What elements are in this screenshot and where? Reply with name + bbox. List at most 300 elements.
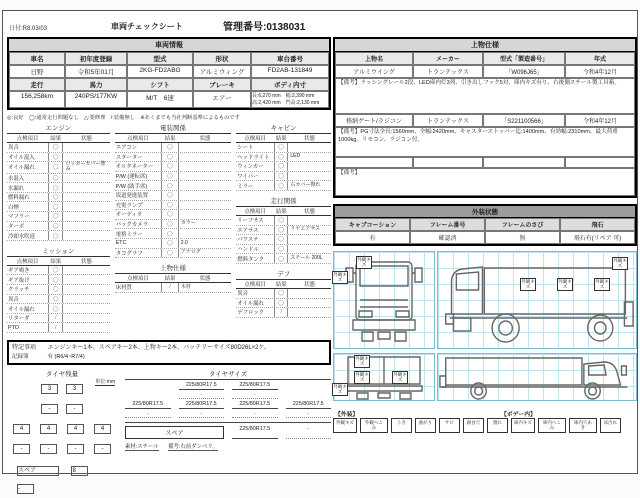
exterior-condition-table [333,204,637,246]
check-item-label: P/W (運転席) [115,174,148,181]
exterior-header-cell: 飛石 [560,218,635,231]
checklist-electrical [115,123,232,258]
legend-box: サビ [439,418,460,433]
check-result: ◯ [48,202,63,211]
checklist-row [7,266,110,276]
check-result: ◯ [274,162,288,171]
vehicle-info-header-cell: 車台番号 [251,52,329,65]
check-result: ◯ [274,181,288,190]
check-result: ◯ [274,226,288,235]
check-result: ◯ [48,143,63,152]
spare-size-sub: - [286,426,332,439]
gate-model: 「S221100566」 [483,114,565,127]
check-note: スチール 200L [290,255,323,262]
checklist-row [7,275,110,285]
checklist-mission [7,246,110,333]
body-spec-row-1 [335,65,635,78]
body-spec-title: 上物仕様 [335,39,635,52]
tire-section [7,369,331,498]
check-item-label: オルタネーター [115,164,154,171]
checklist-rows [7,143,110,241]
check-item-label: オイル混入 [8,154,35,161]
tire-size-sub: - [232,392,278,399]
checklist-row [236,299,331,309]
check-result: ◯ [48,162,63,173]
check-note: アナログ [180,249,201,256]
check-result: ◯ [274,235,288,244]
tire-size-sub: - [286,411,332,418]
check-note: リヤエアサス [290,226,321,233]
checklist-column-2 [115,123,232,338]
tread-value-box: 4 [67,424,84,434]
checklist-row [115,191,232,201]
spare-tread-value: 8 [71,466,88,476]
tread-rear-row [7,420,117,438]
check-item-label: ターボ [8,223,25,230]
checklist-body-small [115,263,232,293]
right-panel [333,37,637,433]
vehicle-info-header-cell: 型式 [127,52,193,65]
check-note: ロッカーカバー滲み [65,161,106,173]
check-item-label: 電格ミラー [115,231,143,238]
check-sheet-page [2,10,638,493]
checklist-row [236,216,331,226]
check-result: ◯ [274,299,288,308]
check-result: ◯ [161,201,178,210]
checklist-row [115,201,232,211]
exterior-value-cell: 無 [485,231,560,244]
tread-value-box: 4 [40,424,57,434]
diagram-rear-view [333,353,435,401]
tread-spare-row [7,462,117,498]
exterior-value-row [335,231,635,244]
checklist-columns [7,123,331,338]
vehicle-info-header-cell: 走行 [9,78,65,91]
checklist-row [236,226,331,236]
checklist-rows [236,289,331,318]
checklist-row [7,285,110,295]
checklist-row [236,153,331,163]
checklist-row [7,174,110,184]
check-item-label: 異音 [8,296,19,303]
check-item-label: マフラー [8,214,30,221]
check-item-label: エアサス [237,227,259,234]
spare-size-value: 225/80R17.5 [232,426,278,439]
result-legend: ◎:良好 ◯:通常走行問題なし △:要修理 /:装備無し ※あくまでも当社判断基準によるものです [7,115,241,121]
tread-value-box: 3 [66,384,83,394]
checklist-row [115,249,232,259]
checklist-row [7,202,110,212]
truck-rear-drawing [334,354,434,400]
legend-box: 曲がり [415,418,436,433]
exterior-header-row [335,218,635,231]
col-item-header: 点検項目 [16,136,39,142]
check-note: カラー [180,220,196,227]
check-result: ◯ [48,193,63,202]
body-year: 令和4年12月 [565,65,635,78]
checklist-title: エンジン [45,125,72,132]
checklist-row [7,231,110,241]
check-result: ◯ [161,249,178,258]
diagram-front-view [333,251,435,349]
check-result: ◯ [161,229,178,238]
check-item-label: ハンドル [237,247,259,254]
legend-box: 外観ヘこみ [360,418,388,433]
checklist-row [7,304,110,314]
vehicle-info-header-cell: 車名 [9,52,65,65]
checklist-row [7,162,110,174]
checklist-rows [236,216,331,264]
tire-size-front-sub-row [125,392,331,399]
legend-interior-label: 【ボデー内】 [501,412,536,418]
vehicle-info-table [7,37,331,110]
check-item-label: ギア抜け [8,277,30,284]
check-item-label: 充電ランプ [115,202,143,209]
check-result: ◯ [274,289,288,298]
checklist-row [236,172,331,182]
check-result: / [48,314,63,323]
check-item-label: バックカメラ [115,222,149,229]
tire-remark: 備考:右前ダンベリ。 [168,444,218,451]
damage-diagram [333,251,637,403]
tire-material: 素材:スチール [125,444,159,451]
tread-value-box: - [94,444,111,454]
check-result: ◯ [48,183,63,192]
left-panel [7,37,331,498]
checklist-rows [7,266,110,333]
checklist-column-3 [236,123,331,338]
tread-front-sub-row [7,400,117,418]
check-item-label: ウィンカー [237,164,264,171]
tire-size-sub: - [179,411,225,418]
body-spec-remark-1: 【備考】ラッシングレール2段、LED庫内灯3列、引き出しフック5対、庫内キズ有り、右後側スチール製工具箱。 [335,78,635,114]
checklist-diff [236,269,331,318]
spare-label-box: スペア [17,466,59,476]
body-spec-row-2 [335,114,635,127]
check-result: ◯ [274,245,288,254]
vehicle-info-value-cell: 2KG-FD2ABG [127,65,193,78]
special-notes-label: 特記事項 [12,345,37,351]
check-result: ◯ [48,174,63,183]
checklist-row [236,245,331,255]
checklist-header-row [7,133,110,143]
check-item-label: ミラー [237,183,254,190]
vehicle-info-title: 車両情報 [9,39,329,52]
checklist-row [236,308,331,318]
legend-box: 腐食穴 [463,418,484,433]
check-result: ◯ [48,275,63,284]
col-state-header: 状態 [81,136,92,142]
check-item-label: ワイパー [237,174,259,181]
tread-value-box: - [67,444,84,454]
check-item-label: リーフサス [237,218,264,225]
check-item-label: 坂道発進装置 [115,193,149,200]
checklist-row [115,220,232,230]
record-book-line [12,353,326,361]
record-book-label: 記録簿 [12,354,29,360]
check-result: ◯ [48,212,63,221]
vehicle-info-header-row1 [9,52,329,65]
body-model: 「W096J65」 [483,65,565,78]
check-result: ◯ [48,295,63,304]
checklist-header-row: 点検項目 結果 状態 [236,133,331,143]
check-item-label: スターター [115,154,143,161]
check-result: ◯ [161,162,178,171]
check-result: ◯ [161,172,178,181]
body-spec-header-cell: 年式 [565,52,635,65]
vehicle-info-value-cell: FD2AB-131849 [251,65,329,78]
tire-size-spare-row [125,422,331,439]
check-item-label: 冷却水吹返 [8,233,35,240]
legend-box: 庫内ヘこみ [538,418,566,433]
check-result: ◯ [48,222,63,231]
checklist-row [7,314,110,324]
damage-marker: 外観キズ [393,372,407,383]
tread-value-box: 4 [94,424,111,434]
checklist-row [115,239,232,249]
legend-exterior-label: 【外装】 [335,412,359,418]
check-result: ◯ [161,143,178,152]
check-note: 右カバー擦れ [290,182,321,189]
body-spec-header-cell: 上物名 [335,52,413,65]
vehicle-info-header-cell: 形状 [193,52,251,65]
vehicle-info-header-cell: 馬力 [65,78,127,91]
tread-value-box: - [13,444,30,454]
diagram-left-side-view [437,353,637,401]
gate-name: 格納ゲート/ラジコン [335,114,413,127]
damage-marker: 外観キズ [355,372,369,383]
date-label: 日付:R8.03/03 [9,26,48,32]
check-item-label: 白煙 [8,204,19,211]
body-spec-row-3 [335,157,635,168]
check-result: ◯ [274,216,288,225]
body-spec-header-row [335,52,635,65]
check-note: 2.0 [180,239,188,246]
body-dimensions [251,91,329,108]
check-item-label: クラッチ [8,287,30,294]
checklist-row [115,210,232,220]
vehicle-info-value-cell: 日野 [9,65,65,78]
check-item-label: 燃料タンク [237,256,265,263]
checklist-row [236,289,331,299]
tire-size-value: 225/80R17.5 [179,382,225,390]
exterior-title: 外装状態 [335,206,635,218]
check-item-label: ETC [115,240,127,247]
tread-value-box: - [41,404,58,414]
checklist-row [236,254,331,264]
tire-tread-section [7,369,117,498]
shift-value: M/T 6速 [127,91,193,108]
check-item-label: 異音 [8,145,19,152]
exterior-value-cell: 確認済 [410,231,485,244]
check-item-label: シート [237,145,254,152]
truck-front-drawing [334,252,434,348]
checklist-header-row: 点検項目 結果 状態 [236,206,331,216]
checklist-header-row: 点検項目 結果 状態 [236,279,331,289]
legend-box-row [333,409,637,433]
diagram-legend [333,409,637,433]
checklist-row [115,229,232,239]
exterior-header-cell: フレームのさび [485,218,560,231]
body-spec-header-cell: 型式「製造番号」 [483,52,565,65]
damage-marker: 外観キズ [613,258,627,269]
tire-size-value: 225/80R17.5 [232,401,278,409]
check-note: 木材 [180,283,191,290]
vehicle-info-header-row2 [9,78,329,91]
tire-size-front-row [125,382,331,390]
brake-value: エアー [193,91,251,108]
check-result: ◯ [274,254,288,263]
body-dims-line2: 高:2,420 mm 門高:2,130 mm [252,99,320,106]
legend-box: 床汚れ [600,418,621,433]
checklist-row [115,153,232,163]
tire-size-value: 225/80R17.5 [232,382,278,390]
exterior-value-cell: 飛石有(リペア 可) [560,231,635,244]
vehicle-info-value-cell: アルミウィング [193,65,251,78]
tire-size-sub: - [125,411,171,418]
check-item-label: タコグラフ [115,250,143,257]
tread-rear-sub-row [7,440,117,458]
tire-size-value: 225/80R17.5 [179,401,225,409]
checklist-row [7,323,110,333]
vehicle-info-header-cell: シフト [127,78,193,91]
checklist-driving [236,196,331,264]
vehicle-info-value-cell: 令和5年01月 [65,65,127,78]
check-note: LED [290,153,301,160]
check-item-label: 床材質 [115,285,132,292]
body-dims-line1: 長:6,270 mm 幅:2,390 mm [252,93,315,99]
check-item-label: 燃料漏れ [8,195,30,202]
check-result: ◯ [274,143,288,152]
check-result: ◯ [161,191,178,200]
tire-size-sub: - [232,411,278,418]
checklist-row [115,143,232,153]
checklist-title: 電装関係 [159,125,186,132]
spare-tread-sub: - [17,484,34,494]
check-result: ◯ [274,153,288,162]
tire-size-value: 225/80R17.5 [125,401,171,409]
vehicle-info-header-cell: 初年度登録 [65,52,127,65]
check-item-label: 水混入 [8,175,25,182]
damage-marker: 外観キズ [333,384,347,395]
check-result: ◯ [48,285,63,294]
spare-label-box: スペア [125,426,224,439]
legend-box: うき [391,418,412,433]
check-result: ◯ [161,153,178,162]
check-result: ◯ [161,220,178,229]
tread-value-box: 4 [13,424,30,434]
checklist-header-row: 点検項目 結果 状態 [115,273,232,283]
tire-size-rear-row [125,401,331,409]
damage-marker: 外観キズ [355,356,369,367]
damage-marker: 外観キズ [333,272,347,283]
checklist-rows [115,143,232,258]
check-result: ◯ [161,181,178,190]
checklist-row [7,143,110,153]
check-result: ◯ [48,153,63,162]
legend-box: 外観キズ [333,418,357,433]
horsepower-value: 240PS/177KW [65,91,127,108]
body-spec-table [333,37,637,198]
checklist-row [115,162,232,172]
check-item-label: ギア鳴き [8,268,30,275]
check-item-label: オーディオ [115,212,143,219]
tire-size-sub: - [179,392,225,399]
sheet-header [7,15,331,37]
check-result: ◯ [161,239,178,248]
legend-box: 割れ [487,418,508,433]
check-item-label: PTO [8,324,19,331]
check-item-label: オイル漏れ [8,306,35,313]
check-result: ◯ [274,172,288,181]
damage-marker: 外観キズ [521,279,535,290]
vehicle-info-header-cell: ボディ内寸 [251,78,329,91]
check-result: ◯ [48,266,63,275]
checklist-title: キャビン [270,125,297,132]
damage-marker: 外観キズ [558,279,572,290]
tread-value-box: - [40,444,57,454]
check-item-label: リターダ [8,316,30,323]
checklist-title: デフ [277,270,291,278]
checklist-rows [115,283,232,293]
tire-size-title: タイヤサイズ [125,369,331,380]
body-spec-remark-3: 【備考】 [335,168,635,196]
special-notes-text: エンジンキー1本、スペアキー2本、上物キー2本、バッテリーサイズ80D26L×2ケ。 [47,345,271,351]
legend-box: 庫内穴あき [569,418,597,433]
exterior-header-cell: フレーム番号 [410,218,485,231]
exterior-header-cell: キャブコーション [335,218,410,231]
checklist-row [7,183,110,193]
check-result: / [274,308,288,317]
record-book-value: 有 (R6/4~R7/4) [47,354,85,360]
col-result-header: 結果 [50,136,62,142]
check-item-label: デフロック [237,310,265,317]
checklist-row [115,283,232,293]
checklist-title: 上物仕様 [159,265,186,273]
tire-tread-title: タイヤ残量 [45,371,79,379]
check-item-label: 異音 [237,291,248,298]
body-spec-header-cell: メーカー [413,52,483,65]
control-number: 管理番号:0138031 [223,22,306,33]
checklist-row [236,235,331,245]
check-item-label: エアコン [115,145,137,152]
tread-value-box: 3 [41,384,58,394]
tire-size-rear-sub-row [125,411,331,418]
body-maker: トランテックス [413,65,483,78]
truck-left-side-drawing [438,354,636,400]
checklist-rows [236,143,331,191]
checklist-row [115,181,232,191]
legend-box: 庫内キズ [511,418,535,433]
exterior-value-cell: 有 [335,231,410,244]
tire-size-section [117,369,331,498]
vehicle-info-value-row1 [9,65,329,78]
tire-size-value: 225/80R17.5 [286,401,332,409]
checklist-header-row: 点検項目 結果 状態 [115,133,232,143]
damage-marker: 外観キズ [357,257,371,268]
special-notes-box [7,340,331,365]
check-item-label: オイル漏れ [237,300,264,307]
checklist-row [115,172,232,182]
checklist-row [7,212,110,222]
vehicle-info-value-row2 [9,91,329,108]
damage-marker: 外観キズ [595,279,609,290]
page-title: 車両チェックシート [111,22,183,31]
checklist-engine [7,123,110,241]
tire-footnote [125,442,331,450]
gate-year: 令和4年12月 [565,114,635,127]
checklist-row [7,193,110,203]
